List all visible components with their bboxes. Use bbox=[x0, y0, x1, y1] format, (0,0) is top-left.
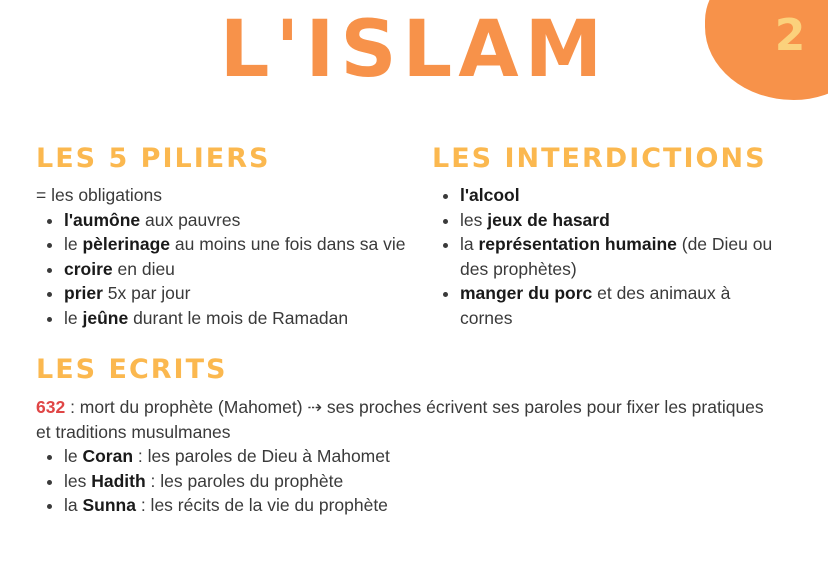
list-item: • les Hadith : les paroles du prophète bbox=[64, 469, 766, 494]
ecrits-list bbox=[36, 444, 766, 518]
list-item: • le jeûne durant le mois de Ramadan bbox=[64, 306, 426, 331]
list-item: • manger du porc et des animaux à cornes bbox=[460, 281, 782, 330]
interdictions-list bbox=[432, 183, 782, 330]
list-item: • le Coran : les paroles de Dieu à Mahomet bbox=[64, 444, 766, 469]
year-label: 632 bbox=[36, 397, 66, 417]
list-item: • prier 5x par jour bbox=[64, 281, 426, 306]
list-item: • l'alcool bbox=[460, 183, 782, 208]
ecrits-intro: 632 : mort du prophète (Mahomet) ⇢ ses proches écrivent ses paroles pour fixer les pratiques et traditions musulmanes bbox=[36, 397, 764, 442]
section-title-piliers: LES 5 PILIERS bbox=[36, 143, 271, 174]
section-piliers bbox=[36, 183, 426, 330]
section-title-interdictions: LES INTERDICTIONS bbox=[432, 143, 767, 174]
list-item: • les jeux de hasard bbox=[460, 208, 782, 233]
page-number: 2 bbox=[774, 10, 806, 61]
section-ecrits bbox=[36, 395, 766, 518]
section-interdictions bbox=[432, 183, 782, 330]
piliers-list bbox=[36, 208, 426, 331]
section-title-ecrits: LES ECRITS bbox=[36, 354, 228, 385]
list-item: • la Sunna : les récits de la vie du prophète bbox=[64, 493, 766, 518]
list-item: • croire en dieu bbox=[64, 257, 426, 282]
list-item: • l'aumône aux pauvres bbox=[64, 208, 426, 233]
list-item: • le pèlerinage au moins une fois dans sa vie bbox=[64, 232, 426, 257]
piliers-intro: = les obligations bbox=[36, 185, 162, 205]
page-title: L'ISLAM bbox=[219, 5, 609, 95]
list-item: • la représentation humaine (de Dieu ou des prophètes) bbox=[460, 232, 782, 281]
